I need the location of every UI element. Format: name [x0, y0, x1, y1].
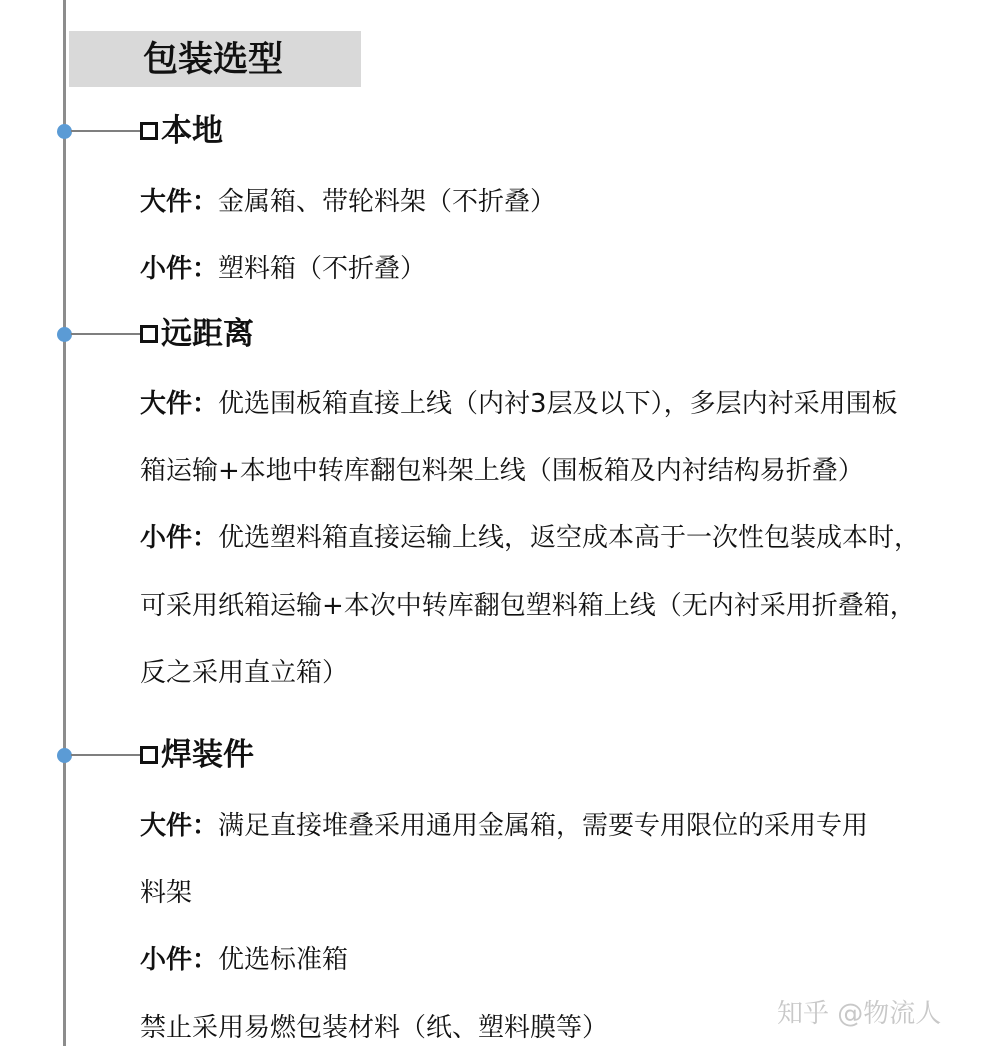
list-item — [140, 876, 192, 910]
checkbox-icon — [140, 746, 158, 764]
item-label: 大件 — [140, 187, 193, 217]
list-item: 小件：塑料箱（不折叠） — [140, 254, 427, 284]
watermark: 知乎 @物流人 — [777, 999, 942, 1029]
checkbox-icon — [140, 325, 158, 343]
item-label: 小件 — [140, 945, 193, 975]
item-label: 大件 — [140, 811, 193, 841]
section-heading-text: 焊装件 — [161, 737, 254, 773]
item-text: 优选标准箱 — [218, 945, 349, 975]
item-text: 金属箱、带轮料架（不折叠） — [218, 187, 557, 217]
list-item: 大件：金属箱、带轮料架（不折叠） — [140, 187, 557, 217]
item-text: 优选围板箱直接上线（内衬3层及以下），多层内衬采用围板 — [218, 389, 898, 419]
list-item — [140, 589, 916, 623]
item-label: 大件 — [140, 389, 193, 419]
list-item: 大件：满足直接堆叠采用通用金属箱，需要专用限位的采用专用 — [140, 811, 869, 841]
page-title: 包装选型 — [143, 40, 284, 80]
item-label: 小件 — [140, 523, 193, 553]
list-item — [140, 1011, 608, 1045]
item-text: 塑料箱（不折叠） — [218, 254, 427, 284]
item-text: 禁止采用易燃包装材料（纸、塑料膜等） — [140, 1013, 609, 1043]
timeline-connector — [71, 130, 143, 132]
section-heading-text: 本地 — [161, 113, 223, 149]
section-heading-text: 远距离 — [161, 316, 254, 352]
item-text: 箱运输+本地中转库翻包料架上线（围板箱及内衬结构易折叠） — [140, 456, 864, 486]
list-item: 小件：优选塑料箱直接运输上线，返空成本高于一次性包装成本时， — [140, 523, 921, 553]
item-text: 反之采用直立箱） — [140, 658, 349, 688]
checkbox-icon — [140, 122, 158, 140]
list-item — [140, 454, 864, 488]
section-heading-long-distance — [140, 316, 254, 352]
timeline-connector — [71, 333, 143, 335]
list-item: 大件：优选围板箱直接上线（内衬3层及以下），多层内衬采用围板 — [140, 389, 898, 419]
item-label: 小件 — [140, 254, 193, 284]
item-text: 满足直接堆叠采用通用金属箱，需要专用限位的采用专用 — [218, 811, 869, 841]
timeline-line — [63, 0, 66, 1046]
timeline-node — [57, 124, 72, 139]
timeline-node — [57, 327, 72, 342]
timeline-connector — [71, 754, 143, 756]
timeline-node — [57, 748, 72, 763]
item-text: 优选塑料箱直接运输上线，返空成本高于一次性包装成本时， — [218, 523, 921, 553]
section-heading-welding — [140, 737, 254, 773]
list-item: 小件：优选标准箱 — [140, 945, 349, 975]
list-item — [140, 656, 348, 690]
item-text: 可采用纸箱运输+本次中转库翻包塑料箱上线（无内衬采用折叠箱， — [140, 591, 916, 621]
item-text: 料架 — [140, 878, 193, 908]
section-heading-local — [140, 113, 223, 149]
